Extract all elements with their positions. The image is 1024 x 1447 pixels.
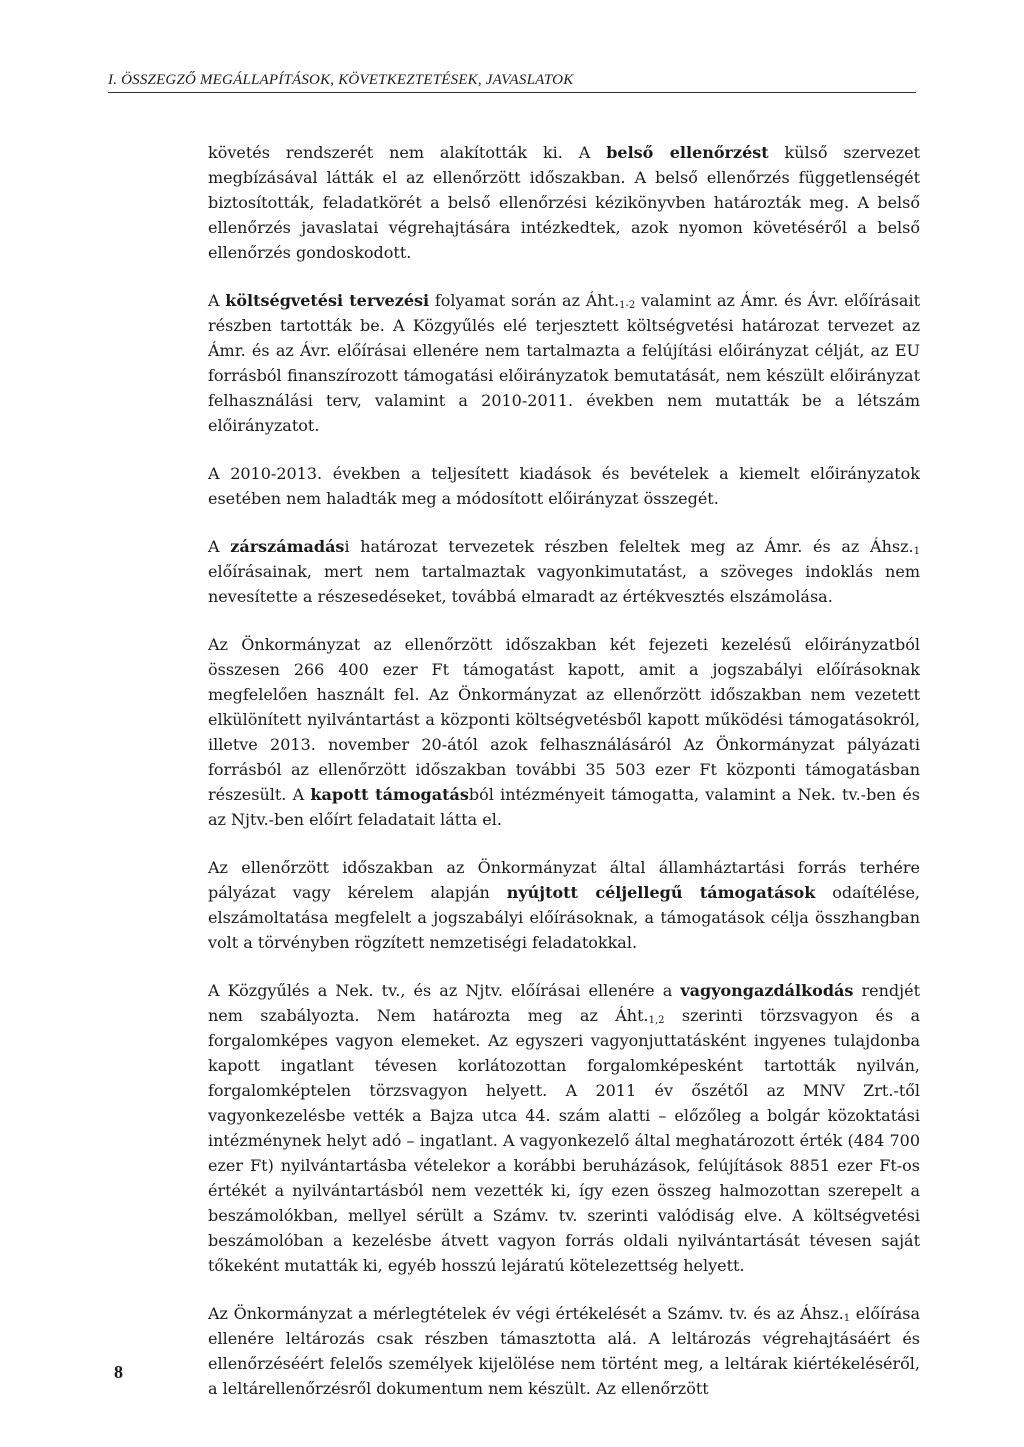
- bold-term: költségvetési tervezési: [225, 291, 430, 310]
- text-run: A: [208, 537, 231, 556]
- paragraph: [208, 978, 920, 1278]
- bold-term: kapott támogatás: [310, 785, 469, 804]
- subscript: 1: [913, 546, 921, 557]
- text-run: külső szervezet megbízásával látták el az ellenőrzött időszakban. A belső ellenőrzés függetlenségét biztosították, feladatkörét a belső ellenőrzési kézikönyvben határozták meg. A belső ellenőrzés javaslatai végrehajtására intézkedtek, azok nyomon követéséről a belső ellenőrzés gondoskodott.: [208, 143, 920, 262]
- text-run: folyamat során az Áht.: [429, 291, 620, 310]
- paragraph: [208, 461, 920, 511]
- text-run: szerinti törzsvagyon és a forgalomképes vagyon elemeket. Az egyszeri vagyonjuttatásként ingyenes tulajdonba kapott ingatlant tévesen korlátozottan forgalomképesként tartották nyilván, forgalomképtelen törzsvagyon helyett. A 2011 év őszétől az MNV Zrt.-től vagyonkezelésbe vették a Bajza utca 44. szám alatti – előzőleg a bolgár közoktatási intézménynek helyt adó – ingatlant. A vagyonkezelő által meghatározott érték (484 700 ezer Ft) nyilvántartásba vételekor a korábbi beruházások, felújítások 8851 ezer Ft-os értékét a nyilvántartásból nem vezették ki, így ezen összeg halmozottan szerepelt a beszámolókban, mellyel sérült a Számv. tv. szerinti valódiság elve. A költségvetési beszámolóban a kezelésbe átvett vagyon forrás oldali nyilvántartását tévesen saját tőkeként mutatták ki, egyéb hosszú lejáratú kötelezettség helyett.: [208, 1006, 921, 1275]
- text-run: i határozat tervezetek részben feleltek meg az Ámr. és az Áhsz.: [344, 537, 914, 556]
- text-run: A: [208, 291, 226, 310]
- text-run: előírásainak, mert nem tartalmaztak vagyonkimutatást, a szöveges indoklás nem nevesítette a részesedéseket, továbbá elmaradt az értékvesztés elszámolása.: [208, 562, 920, 606]
- text-run: A Közgyűlés a Nek. tv., és az Njtv. előírásai ellenére a: [208, 981, 681, 1000]
- text-run: Az ellenőrzött időszakban az Önkormányzat által államháztartási forrás terhére pályázat vagy kérelem alapján: [208, 858, 920, 902]
- bold-term: belső ellenőrzést: [606, 143, 769, 162]
- text-run: A 2010-2013. években a teljesített kiadások és bevételek a kiemelt előirányzatok esetében nem haladták meg a módosított előirányzat összegét.: [208, 464, 920, 508]
- bold-term: vagyongazdálkodás: [680, 981, 854, 1000]
- subscript: 1: [843, 1313, 851, 1324]
- text-run: Az Önkormányzat az ellenőrzött időszakban két fejezeti kezelésű előirányzatból összesen 266 400 ezer Ft támogatást kapott, amit a jogszabályi előírásoknak megfelelően használt fel. Az Önkormányzat az ellenőrzött időszakban nem vezetett elkülönített nyilvántartást a központi költségvetésből kapott működési támogatásokról, illetve 2013. november 20-ától azok felhasználásáról Az Önkormányzat pályázati forrásból az ellenőrzött időszakban további 35 503 ezer Ft központi támogatásban részesült. A: [208, 635, 920, 804]
- text-run: ból intézményeit támogatta, valamint a Nek. tv.-ben és az Njtv.-ben előírt feladatait látta el.: [208, 785, 920, 829]
- text-run: valamint az Ámr. és Ávr. előírásait részben tartották be. A Közgyűlés elé terjesztett költségvetési határozat tervezet az Ámr. és az Ávr. előírásai ellenére nem tartalmazta a felújítási előirányzat célját, az EU forrásból finanszírozott támogatási előirányzatok bemutatását, nem készült előirányzat felhasználási terv, valamint a 2010-2011. években nem mutatták be a létszám előirányzatot.: [208, 291, 921, 435]
- subscript: 1,2: [648, 1015, 665, 1026]
- subscript: 1-2: [619, 300, 636, 311]
- text-run: Az Önkormányzat a mérlegtételek év végi értékelését a Számv. tv. és az Áhsz.: [208, 1304, 844, 1323]
- paragraph: [208, 1301, 920, 1401]
- document-body: [208, 140, 920, 1424]
- text-run: előírása ellenére leltározás csak részben támasztotta alá. A leltározás végrehajtásáért és ellenőrzéséért felelős személyek kijelölése nem történt meg, a leltárak kiértékeléséről, a leltárellenőrzésről dokumentum nem készült. Az ellenőrzött: [208, 1304, 921, 1398]
- paragraph: [208, 288, 920, 438]
- paragraph: [208, 632, 920, 832]
- paragraph: [208, 140, 920, 265]
- page-number: 8: [114, 1362, 123, 1382]
- running-header: I. ÖSSZEGZŐ MEGÁLLAPÍTÁSOK, KÖVETKEZTETÉSEK, JAVASLATOK: [108, 72, 916, 93]
- bold-term: zárszámadás: [230, 537, 345, 556]
- text-run: rendjét nem szabályozta. Nem határozta meg az Áht.: [208, 981, 921, 1025]
- text-run: odaítélése, elszámoltatása megfelelt a jogszabályi előírásoknak, a támogatások célja összhangban volt a törvényben rögzített nemzetiségi feladatokkal.: [208, 883, 921, 952]
- paragraph: [208, 855, 920, 955]
- bold-term: nyújtott céljellegű támogatások: [506, 883, 816, 902]
- paragraph: [208, 534, 920, 609]
- text-run: követés rendszerét nem alakították ki. A: [208, 143, 607, 162]
